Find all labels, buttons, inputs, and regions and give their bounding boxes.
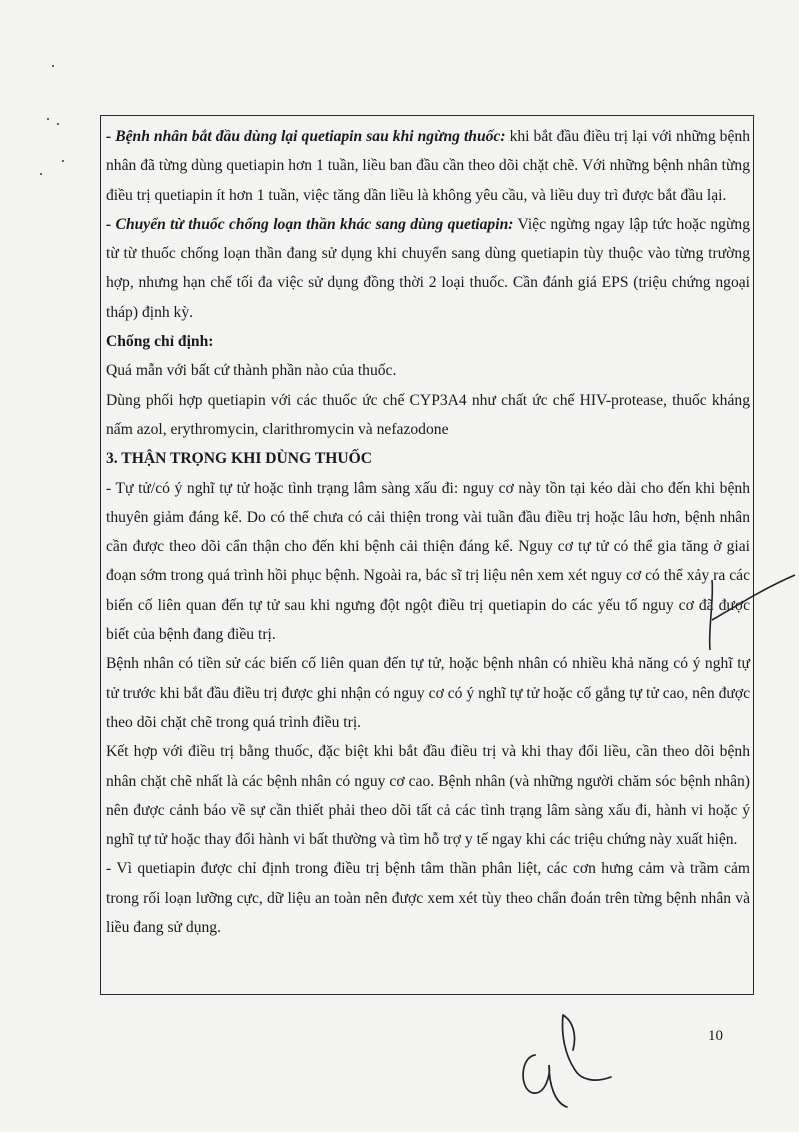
- paragraph-text: khi bắt đầu điều trị lại với những bệnh nhân đã từng dùng quetiapin hơn 1 tuần, liều ban đầu cần theo dõi chặt chẽ. Với những bệnh nhân từng điều trị quetiapin ít hơn 1 tuần, việc tăng dần liều là không yêu cầu, và liều duy trì được bắt đầu lại.: [106, 128, 750, 204]
- paragraph-text: Việc ngừng ngay lập tức hoặc ngừng từ từ thuốc chống loạn thần đang sử dụng khi chuyển sang dùng quetiapin tùy thuộc vào từng trường hợp, nhưng hạn chế tối đa việc sử dụng đồng thời 2 loại thuốc. Cần đánh giá EPS (triệu chứng ngoại tháp) định kỳ.: [106, 215, 751, 321]
- scan-speck: [47, 118, 49, 120]
- handwritten-signature: [515, 995, 625, 1115]
- paragraph-restart: [106, 122, 750, 210]
- pen-mark: [690, 560, 799, 670]
- content-box: [100, 115, 754, 995]
- contraindication-line: Quá mẫn với bất cứ thành phần nào của thuốc.: [106, 362, 397, 380]
- scan-speck: [57, 123, 59, 125]
- contraindication-line: Dùng phối hợp quetiapin với các thuốc ức chế CYP3A4 như chất ức chế HIV-protease, thuốc kháng nấm azol, erythromycin, clarithromycin và nefazodone: [106, 391, 750, 438]
- scan-speck: [62, 160, 64, 162]
- paragraph-lead: - Bệnh nhân bắt đầu dùng lại quetiapin sau khi ngừng thuốc:: [106, 128, 506, 145]
- page-number: 10: [708, 1028, 723, 1044]
- section-paragraph: Kết hợp với điều trị bằng thuốc, đặc biệt khi bắt đầu điều trị và khi thay đổi liều, cần theo dõi bệnh nhân chặt chẽ nhất là các bệnh nhân có nguy cơ cao. Bệnh nhân (và những người chăm sóc bệnh nhân) nên được cảnh báo về sự cần thiết phải theo dõi tất cả các tình trạng lâm sàng xấu đi, hành vi hoặc ý nghĩ tự tử hoặc thay đổi hành vi bất thường và tìm hỗ trợ y tế ngay khi các triệu chứng này xuất hiện.: [106, 743, 750, 849]
- scan-speck: [40, 173, 42, 175]
- section-paragraph: Bệnh nhân có tiền sử các biến cố liên quan đến tự tử, hoặc bệnh nhân có nhiều khả năng có ý nghĩ tự tử trước khi bắt đầu điều trị được ghi nhận có nguy cơ có ý nghĩ tự tử hoặc cố gắng tự tử cao, nên được theo dõi chặt chẽ trong quá trình điều trị.: [106, 655, 750, 731]
- paragraph-switch: [106, 210, 750, 327]
- contraindications-heading: Chống chỉ định:: [106, 333, 214, 351]
- paragraph-lead: - Chuyển từ thuốc chống loạn thần khác sang dùng quetiapin:: [106, 215, 514, 233]
- scan-speck: [52, 65, 54, 67]
- section-paragraph: - Vì quetiapin được chỉ định trong điều trị bệnh tâm thần phân liệt, các cơn hưng cảm và trầm cảm trong rối loạn lưỡng cực, dữ liệu an toàn nên được xem xét tùy theo chẩn đoán trên từng bệnh nhân và liều đang sử dụng.: [106, 860, 750, 937]
- section-heading: 3. THẬN TRỌNG KHI DÙNG THUỐC: [106, 450, 372, 468]
- section-paragraph: - Tự tử/có ý nghĩ tự tử hoặc tình trạng lâm sàng xấu đi: nguy cơ này tồn tại kéo dài cho đến khi bệnh thuyên giảm đáng kể. Do có thể chưa có cải thiện trong vài tuần đầu điều trị hoặc lâu hơn, bệnh nhân cần được theo dõi cẩn thận cho đến khi bệnh cải thiện đáng kể. Nguy cơ tự tử có thể gia tăng ở giai đoạn sớm trong quá trình hồi phục bệnh. Ngoài ra, bác sĩ trị liệu nên xem xét nguy cơ có thể xảy ra các biến cố liên quan đến tự tử sau khi ngưng đột ngột điều trị quetiapin do các yếu tố nguy cơ đã được biết của bệnh đang điều trị.: [106, 479, 750, 644]
